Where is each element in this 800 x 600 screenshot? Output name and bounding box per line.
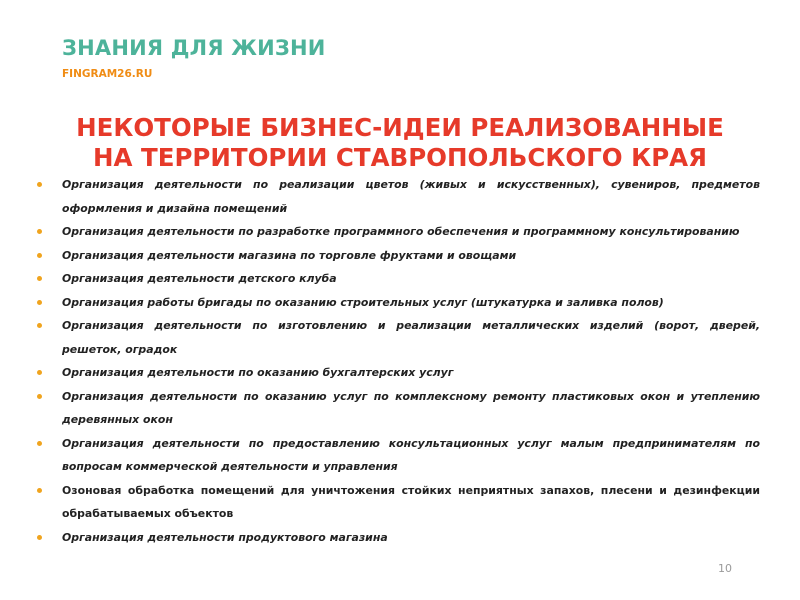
list-item [36,526,760,550]
bullet-icon [37,394,42,399]
list-item [36,432,760,479]
slide-heading [0,113,800,173]
list-item [36,291,760,315]
list-item-text: Организация деятельности по реализации цветов (живых и искусственных), сувениров, предметов оформления и дизайна помещений [62,178,760,215]
list-item [36,173,760,220]
slide-heading-line-1: НЕКОТОРЫЕ БИЗНЕС-ИДЕИ РЕАЛИЗОВАННЫЕ [76,113,724,142]
bullet-icon [37,323,42,328]
list-item [36,314,760,361]
list-item-text: Организация деятельности магазина по торговле фруктами и овощами [62,248,517,262]
list-item-text: Организация деятельности по оказанию услуг по комплексному ремонту пластиковых окон и утеплению деревянных окон [62,389,760,426]
page-number: 10 [718,562,732,575]
bullet-icon [37,441,42,446]
list-item-text: Озоновая обработка помещений для уничтожения стойких неприятных запахов, плесени и дезинфекции обрабатываемых объектов [62,483,760,520]
bullet-icon [37,370,42,375]
list-item-text: Организация деятельности по разработке программного обеспечения и программному консультированию [62,225,740,238]
list-item-text: Организация деятельности по изготовлению и реализации металлических изделий (ворот, дверей, решеток, оградок [62,319,760,356]
list-item-text: Организация деятельности по оказанию бухгалтерских услуг [62,366,454,379]
list-item-text: Организация деятельности детского клуба [62,272,337,285]
list-item [36,361,760,385]
list-item [36,244,760,268]
bullet-icon [37,253,42,258]
list-item-text: Организация деятельности по предоставлению консультационных услуг малым предпринимателям по вопросам коммерческой деятельности и управления [62,436,760,473]
list-item [36,220,760,244]
bullet-icon [37,182,42,187]
business-ideas-list [36,173,760,549]
bullet-icon [37,535,42,540]
bullet-icon [37,300,42,305]
list-item-text: Организация работы бригады по оказанию строительных услуг (штукатурка и заливка полов) [62,295,664,309]
slide-heading-line-2: НА ТЕРРИТОРИИ СТАВРОПОЛЬСКОГО КРАЯ [93,143,707,172]
list-item [36,385,760,432]
bullet-icon [37,276,42,281]
list-item [36,479,760,526]
list-item-text: Организация деятельности продуктового магазина [62,530,388,544]
brand-title: ЗНАНИЯ ДЛЯ ЖИЗНИ [62,36,326,60]
brand-site-link[interactable]: FINGRAM26.RU [62,68,153,80]
bullet-icon [37,229,42,234]
list-item [36,267,760,291]
bullet-icon [37,488,42,493]
